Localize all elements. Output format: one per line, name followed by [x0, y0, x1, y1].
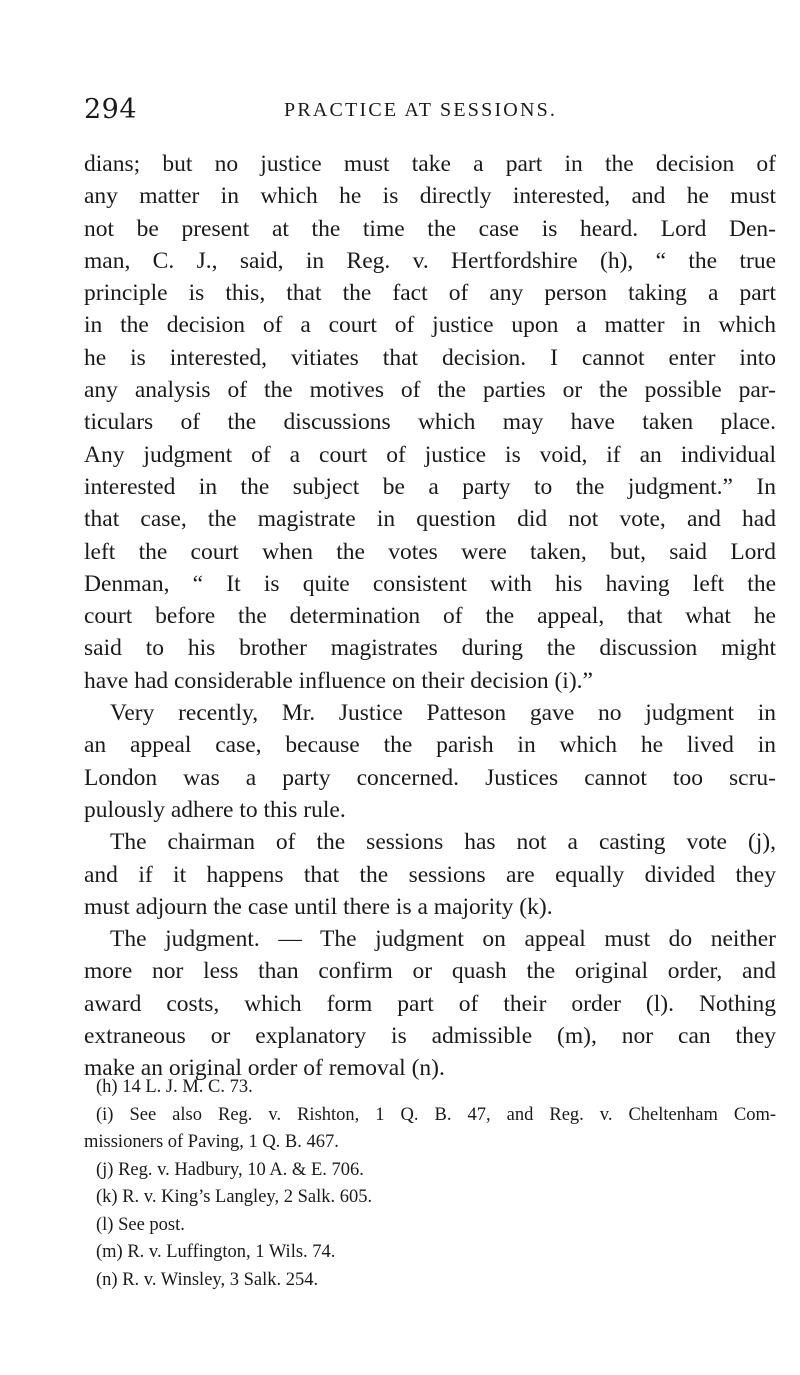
body-text [84, 148, 776, 1085]
body-line: court before the determination of the appeal, that what he [84, 603, 776, 630]
footnote: (k) R. v. King’s Langley, 2 Salk. 605. [96, 1187, 373, 1207]
footnote: (l) See post. [96, 1214, 185, 1235]
body-line: man, C. J., said, in Reg. v. Hertfordshire (h), “ the true [84, 247, 776, 274]
body-line: said to his brother magistrates during the discussion might [84, 635, 776, 662]
body-line: interested in the subject be a party to the judgment.” In [84, 473, 776, 500]
body-line: more nor less than confirm or quash the original order, and [84, 958, 776, 985]
body-line: Any judgment of a court of justice is void, if an individual [84, 441, 776, 468]
body-line: must adjourn the case until there is a majority (k). [84, 893, 553, 920]
body-line: and if it happens that the sessions are equally divided they [84, 861, 776, 888]
page-header [84, 94, 776, 134]
body-line: Denman, “ It is quite consistent with his having left the [84, 570, 776, 597]
body-line: dians; but no justice must take a part in the decision of [84, 151, 776, 177]
body-line: not be present at the time the case is heard. Lord Den- [84, 215, 776, 242]
footnote: (h) 14 L. J. M. C. 73. [96, 1077, 253, 1097]
body-line: make an original order of removal (n). [84, 1055, 445, 1082]
footnote-continuation: missioners of Paving, 1 Q. B. 467. [84, 1132, 339, 1152]
body-line: an appeal case, because the parish in which he lived in [84, 732, 776, 759]
body-line: The judgment. — The judgment on appeal must do neither [110, 926, 776, 953]
body-line: London was a party concerned. Justices cannot too scru- [84, 764, 776, 791]
body-line: award costs, which form part of their order (l). Nothing [84, 990, 776, 1017]
footnote: (i) See also Reg. v. Rishton, 1 Q. B. 47, and Reg. v. Cheltenham Com- [96, 1104, 776, 1125]
body-line: pulously adhere to this rule. [84, 796, 346, 823]
body-line: any matter in which he is directly interested, and he must [84, 183, 776, 210]
body-line: Very recently, Mr. Justice Patteson gave no judgment in [110, 700, 776, 727]
body-line: he is interested, vitiates that decision. I cannot enter into [84, 344, 776, 371]
footnote: (j) Reg. v. Hadbury, 10 A. & E. 706. [96, 1159, 364, 1180]
page-number: 294 [84, 94, 138, 125]
body-line: have had considerable influence on their decision (i).” [84, 667, 593, 694]
body-line: any analysis of the motives of the parties or the possible par- [84, 377, 776, 404]
body-line: that case, the magistrate in question did not vote, and had [84, 506, 776, 533]
body-line: extraneous or explanatory is admissible (m), nor can they [84, 1023, 776, 1050]
body-line: principle is this, that the fact of any person taking a part [84, 280, 776, 307]
footnote: (m) R. v. Luffington, 1 Wils. 74. [96, 1242, 336, 1262]
running-head: PRACTICE AT SESSIONS. [284, 99, 558, 121]
body-line: left the court when the votes were taken, but, said Lord [84, 538, 776, 565]
body-line: ticulars of the discussions which may have taken place. [84, 409, 776, 436]
footnote: (n) R. v. Winsley, 3 Salk. 254. [96, 1269, 319, 1290]
body-line: in the decision of a court of justice upon a matter in which [84, 312, 776, 339]
footnotes [84, 1074, 776, 1294]
body-line: The chairman of the sessions has not a casting vote (j), [110, 829, 776, 856]
